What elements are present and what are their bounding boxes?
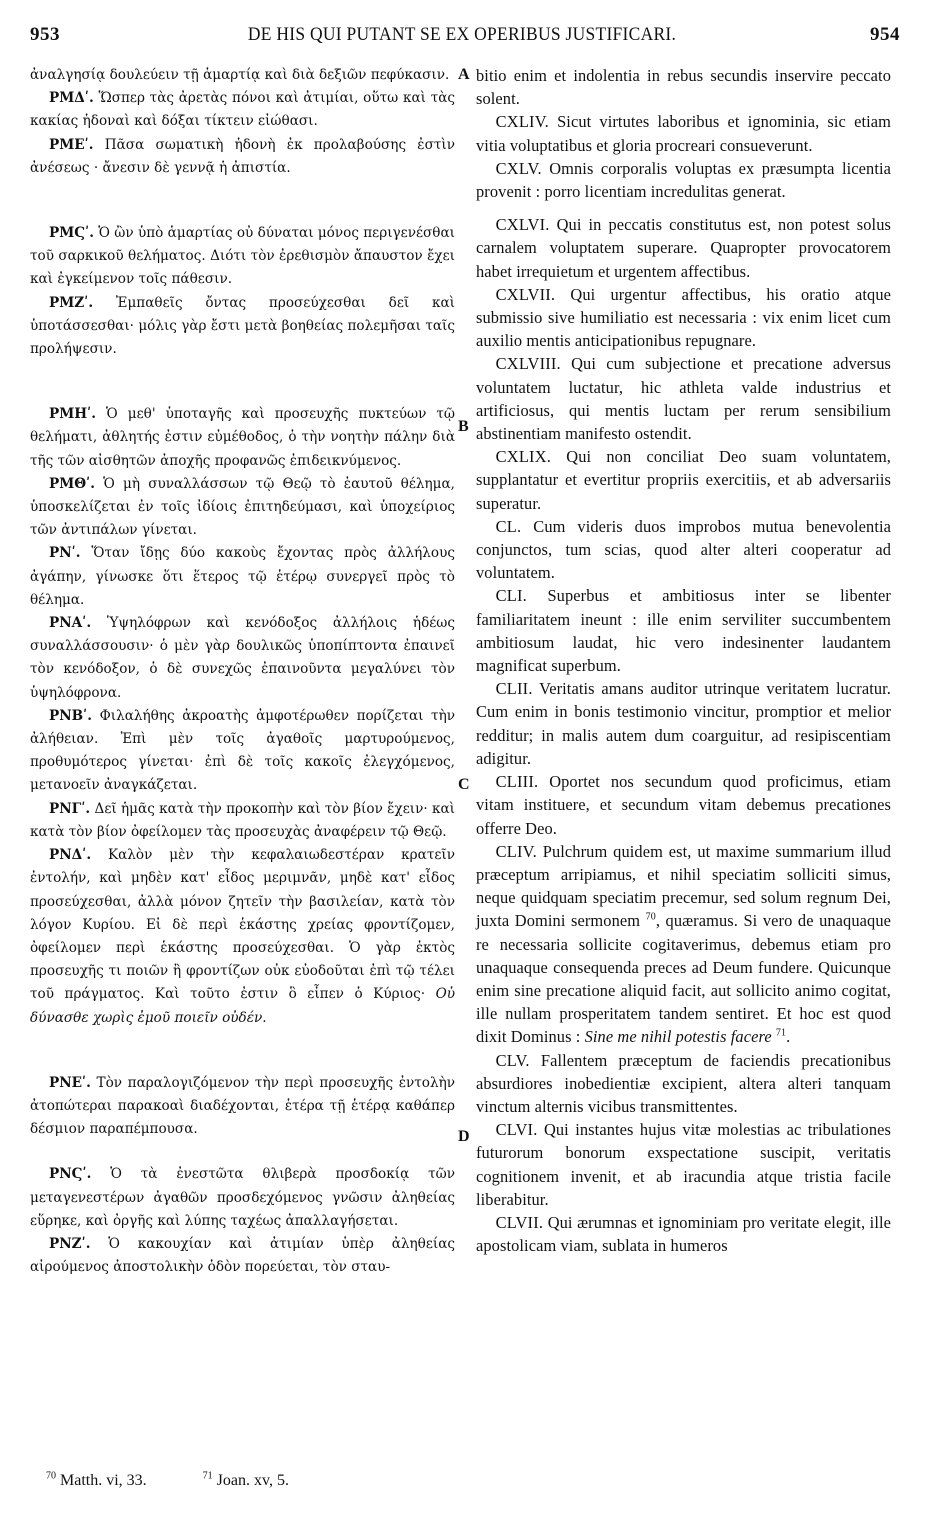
greek-text: Ὁ μὴ συναλλάσσων τῷ Θεῷ τὸ ἑαυτοῦ θέλημα, ὑποσκελίζεται ἐν τοῖς ἰδίοις ἐπιτηδεύμασι, καὶ ὑποχείριος τῶν ἀντιπάλων γίνεται.	[30, 475, 455, 539]
chapter-number: ΡΜΗʹ.	[49, 406, 96, 423]
greek-paragraph	[30, 87, 455, 133]
footnote-71	[203, 1472, 315, 1489]
chapter-number: ΡΝΒʹ.	[49, 707, 93, 724]
latin-paragraph	[476, 677, 891, 770]
chapter-number: CXLV.	[495, 158, 542, 178]
latin-paragraph	[476, 1049, 891, 1119]
greek-paragraph	[30, 542, 455, 612]
chapter-number: CLVI.	[495, 1120, 538, 1140]
greek-paragraph	[30, 473, 455, 543]
footnote-number: 70	[46, 1471, 56, 1482]
latin-text: Qui in peccatis constitutus est, non potest solus carnalem voluptatem superare. Quapropter provocatorem habet irrequietum et urgentem affectibus.	[476, 215, 891, 281]
footnote-70	[46, 1472, 173, 1489]
greek-paragraph	[30, 612, 455, 705]
chapter-number: ΡΜΕʹ.	[49, 136, 94, 153]
greek-text: Ὅταν ἴδῃς δύο κακοὺς ἔχοντας πρὸς ἀλλήλους ἀγάπην, γίνωσκε ὅτι ἕτερος τῷ ἑτέρῳ συνεργεῖ πρὸς τὸ θέλημα.	[30, 545, 455, 608]
latin-paragraph	[476, 213, 891, 283]
latin-text: Superbus et ambitiosus inter se libenter familiaritatem ineunt : ille enim serviliter succumbentem ambitiosum laudat, hic vero indesinenter laudantem magnificat superbum.	[476, 586, 891, 676]
footnote-text: Matth. vi, 33.	[60, 1472, 147, 1490]
latin-paragraph	[476, 1118, 891, 1211]
chapter-number: CLII.	[495, 679, 533, 699]
chapter-number: ΡΜΘʹ.	[49, 475, 95, 492]
chapter-number: ΡΝΕʹ.	[49, 1074, 91, 1091]
latin-text: Qui instantes hujus vitæ molestias ac tribulationes futurorum bonorum exspectatione suscipit, veritatis cognitionem invenit, et ab iracundia atque tristia facile liberabitur.	[476, 1120, 891, 1209]
greek-text: Ὁ τὰ ἐνεστῶτα θλιβερὰ προσδοκίᾳ τῶν μεταγενεστέρων ἀγαθῶν προσδεχόμενος γνῶσιν ἀληθείας εὕρηκε, καὶ ὀργῆς καὶ λύπης ταχέως ἀπαλλαγήσεται.	[30, 1166, 455, 1229]
footnote-reference: 70	[645, 911, 656, 923]
footnote-reference: 71	[775, 1027, 787, 1039]
latin-paragraph	[476, 157, 891, 203]
footnotes	[46, 1471, 341, 1490]
latin-paragraph	[476, 1211, 891, 1257]
chapter-number: ΡΝϚʹ.	[49, 1166, 92, 1183]
latin-text: , quæramus. Si vero de unaquaque re necessaria sollicite cogitaverimus, debemus etiam pro unaquaque consequenda preces ad Deum fundere. Quicunque enim sine precatione aliquid facit, aut sollicito animo cogitat, ille nullam prosperitatem tandem sentiret. Et hoc est quod dixit Dominus :	[476, 911, 891, 1047]
latin-paragraph	[476, 445, 891, 515]
greek-text: Τὸν παραλογιζόμενον τὴν περὶ προσευχῆς ἐντολὴν ἀτοπώτεραι παρακοαὶ διαδέχονται, ἑτέρα τῇ ἑτέρᾳ καθάπερ δέσμιον παραπέμπουσα.	[30, 1074, 455, 1138]
latin-text: Qui non conciliat Deo suam voluntatem, supplantatur et evertitur propriis exercitiis, et ab adversariis superatur.	[476, 447, 891, 513]
greek-text: Ὁ ὢν ὑπὸ ἁμαρτίας οὐ δύναται μόνος περιγενέσθαι τοῦ σαρκικοῦ θελήματος. Διότι τὸν ἐρεθισμὸν ἄπαυστον ἔχει καὶ ἐγκείμενον τοῖς πάθεσιν.	[30, 225, 455, 288]
greek-paragraph	[30, 844, 455, 1030]
latin-text: Oportet nos secundum quod proficimus, etiam vitam instituere, et secundum vitam debemus precationes offerre Deo.	[476, 772, 891, 838]
latin-text: Fallentem præceptum de faciendis precationibus absurdiores inobedientiæ excipient, altera alteri tanquam vinctum alternis vicibus transmittentes.	[476, 1050, 891, 1116]
latin-paragraph	[476, 584, 891, 677]
greek-paragraph	[30, 1163, 455, 1233]
chapter-number: CL.	[495, 516, 522, 536]
chapter-number: ΡΜϚʹ.	[49, 225, 94, 242]
chapter-number: ΡΜΔʹ.	[49, 90, 94, 107]
greek-text: Ὁ κακουχίαν καὶ ἀτιμίαν ὑπὲρ ἀληθείας αἱρούμενος ἀποστολικὴν ὁδὸν πορεύεται, τὸν σταυ-	[30, 1235, 455, 1276]
latin-text: Qui urgentur affectibus, his oratio atque submissio sive humiliatio est necessaria : vix enim licet cum auxilio mentis anticipationibus repugnare.	[476, 284, 891, 351]
latin-quotation: Sine me nihil potestis facere	[584, 1027, 772, 1047]
page-number-left: 953	[30, 24, 60, 45]
latin-text: Omnis corporalis voluptas ex præsumpta licentia provenit : porro licentiam incredulitas generat.	[476, 158, 891, 202]
latin-text: bitio enim et indolentia in rebus secundis inservire peccato solent.	[476, 66, 891, 109]
latin-text: Qui ærumnas et ignominiam pro veritate elegit, ille apostolicam viam, sublata in humeros	[476, 1212, 892, 1256]
greek-paragraph	[30, 134, 455, 180]
latin-text: Qui cum subjectione et precatione adversus voluntatem luctatur, hic athleta valde industrius et artificiosus, qui mentis luctam per rerum sensibilium abstinentiam manifesto ostendit.	[476, 354, 891, 444]
greek-text: Ὁ μεθ' ὑποταγῆς καὶ προσευχῆς πυκτεύων τῷ θελήματι, ἀθλητής ἐστιν εὐμέθοδος, ὁ τὴν νοητὴν πάλην διὰ τῆς τῶν αἰσθητῶν ἀποχῆς προφανῶς ἐπιδεικνύμενος.	[30, 406, 455, 469]
latin-paragraph	[476, 110, 891, 156]
latin-paragraph: CLIV. Pulchrum quidem est, ut maxime summarium illud præceptum arripiamus, et nihil speciatim solliciti simus, neque quidquam speciatim precemur, sed solum regnum Dei, juxta Domini sermonem $^{70}$, quæramus. Si vero de unaquaque re necessaria sollicite cogitaverimus, debemus etiam pro unaquaque consequenda preces ad Deum fundere. Quicunque enim sine precatione aliquid facit, aut sollicito animo cogitat, ille nullam prosperitatem tandem sentiret. Et hoc est quod dixit Dominus : Sine me nihil potestis facere $^{71}$.	[476, 841, 891, 1047]
greek-text: Ὥσπερ τὰς ἀρετὰς πόνοι καὶ ἀτιμίαι, οὕτω καὶ τὰς κακίας ἡδοναὶ καὶ δόξαι τίκτειν εἰώθασι.	[30, 90, 456, 130]
greek-text: Δεῖ ἡμᾶς κατὰ τὴν προκοπὴν καὶ τὸν βίον ἔχειν· καὶ κατὰ τὸν βίον ὀφείλομεν τὰς προσευχὰς ἀναφέρειν τῷ Θεῷ.	[30, 800, 455, 840]
latin-paragraph	[476, 64, 891, 110]
greek-text: Ἐμπαθεῖς ὄντας προσεύχεσθαι δεῖ καὶ ὑποτάσσεσθαι· μόλις γὰρ ἔστι μετὰ βοηθείας πολεμῆσαι ταῖς προλήψεσιν.	[30, 294, 455, 358]
running-header	[22, 24, 902, 54]
latin-paragraph	[476, 283, 891, 353]
greek-paragraph	[30, 403, 455, 473]
latin-column	[476, 64, 891, 1257]
margin-mark-c: C	[458, 776, 470, 793]
chapter-number: CXLVII.	[495, 284, 556, 304]
greek-text: Πᾶσα σωματικὴ ἡδονὴ ἐκ προλαβούσης ἐστὶν ἀνέσεως · ἄνεσιν δὲ γεννᾷ ἡ ἀπιστία.	[30, 136, 455, 176]
running-title: DE HIS QUI PUTANT SE EX OPERIBUS JUSTIFICARI.	[247, 24, 677, 45]
latin-paragraph	[476, 352, 891, 445]
chapter-number: CXLIX.	[495, 447, 552, 467]
greek-column	[30, 64, 455, 1279]
greek-text: ἀναλγησίᾳ δουλεύειν τῇ ἁμαρτίᾳ καὶ διὰ δεξιῶν πεφύκασιν.	[30, 67, 450, 83]
footnote-text: Joan. xv, 5.	[216, 1472, 289, 1490]
chapter-number: CLIII.	[495, 772, 539, 792]
chapter-number: CXLIV.	[495, 112, 549, 132]
greek-paragraph	[30, 222, 455, 292]
chapter-number: ΡΝΑʹ.	[49, 615, 92, 632]
chapter-number: ΡΝΓʹ.	[49, 800, 91, 817]
margin-mark-d: D	[458, 1128, 470, 1145]
latin-text: Veritatis amans auditor utrinque veritatem lucratur. Cum enim in bonis testimonio vincitur, promptior et melior redditur; in malis autem dum coarguitur, ad resipiscentiam adigitur.	[476, 679, 891, 768]
chapter-number: ΡΝΔʹ.	[49, 847, 92, 864]
latin-paragraph	[476, 770, 891, 840]
greek-text: Καλὸν μὲν τὴν κεφαλαιωδεστέραν κρατεῖν ἐντολήν, καὶ μηδὲν κατ' εἶδος μεριμνᾶν, μηδὲ κατ' εἶδος προσεύχεσθαι, ἀλλὰ μόνον ζητεῖν τὴν βασιλείαν, κατὰ τὸν λόγον Κυρίου. Εἰ δὲ περὶ ἑκάστης χρείας φροντίζομεν, ὀφείλομεν περὶ ἑκάστης προσεύχεσθαι. Ὁ γὰρ ἐκτὸς προσευχῆς τι ποιῶν ἢ φροντίζων οὐκ εὐοδοῦται ἐπὶ τῷ τέλει τοῦ πράγματος. Καὶ τοῦτο ἐστιν ὃ εἶπεν ὁ Κύριος·	[30, 847, 455, 1003]
greek-paragraph	[30, 705, 455, 798]
chapter-number: CLVII.	[495, 1212, 544, 1232]
chapter-number: ΡΝʹ.	[49, 545, 81, 562]
chapter-number: CXLVIII.	[495, 354, 561, 374]
chapter-number: CLI.	[495, 586, 527, 606]
latin-paragraph	[476, 515, 891, 585]
greek-text: Ὑψηλόφρων καὶ κενόδοξος ἀλλήλοις ἡδέως συναλλάσσουσιν· ὁ μὲν γὰρ δουλικῶς ὑποπίπτοντα ἐπαινεῖ τὸν κενόδοξον, ὁ δὲ συνεχῶς ἐπαινοῦντα μεγαλύνει τὸν ὑψηλόφρονα.	[30, 615, 455, 701]
latin-text: Cum videris duos improbos mutua benevolentia conjunctos, tum scias, quod alter alteri cooperatur ad voluntatem.	[476, 516, 891, 583]
chapter-number: CLV.	[495, 1050, 530, 1070]
latin-text: Sicut virtutes laboribus et ignominia, sic etiam vitia voluptatibus et gloria procreari consueverunt.	[476, 112, 891, 155]
greek-paragraph	[30, 1233, 455, 1279]
greek-paragraph	[30, 292, 455, 362]
margin-mark-a: A	[458, 66, 470, 83]
greek-paragraph	[30, 1072, 455, 1142]
footnote-number: 71	[202, 1471, 213, 1482]
greek-quotation: Οὐ δύνασθε χωρὶς ἐμοῦ ποιεῖν οὐδέν.	[30, 986, 455, 1026]
chapter-number: CXLVI.	[495, 215, 550, 235]
greek-paragraph	[30, 64, 455, 87]
margin-mark-b: B	[458, 418, 469, 435]
greek-text: Φιλαλήθης ἀκροατὴς ἀμφοτέρωθεν πορίζεται τὴν ἀλήθειαν. Ἐπὶ μὲν τοῖς ἀγαθοῖς μαρτυρούμενος, προθυμότερος γίνεται· ἐπὶ δὲ τοῖς κακοῖς ἐλεγχόμενος, μετανοεῖν ἀναγκάζεται.	[30, 707, 455, 794]
chapter-number: ΡΝΖʹ.	[49, 1235, 91, 1252]
latin-text: Pulchrum quidem est, ut maxime summarium illud præceptum arripiamus, et nihil speciatim solliciti simus, neque quidquam speciatim precemur, sed solum regnum Dei, juxta Domini sermonem	[476, 841, 891, 931]
chapter-number: ΡΜΖʹ.	[49, 294, 94, 311]
greek-paragraph	[30, 798, 455, 844]
page-number-right: 954	[870, 24, 900, 45]
chapter-number: CLIV.	[495, 841, 537, 861]
